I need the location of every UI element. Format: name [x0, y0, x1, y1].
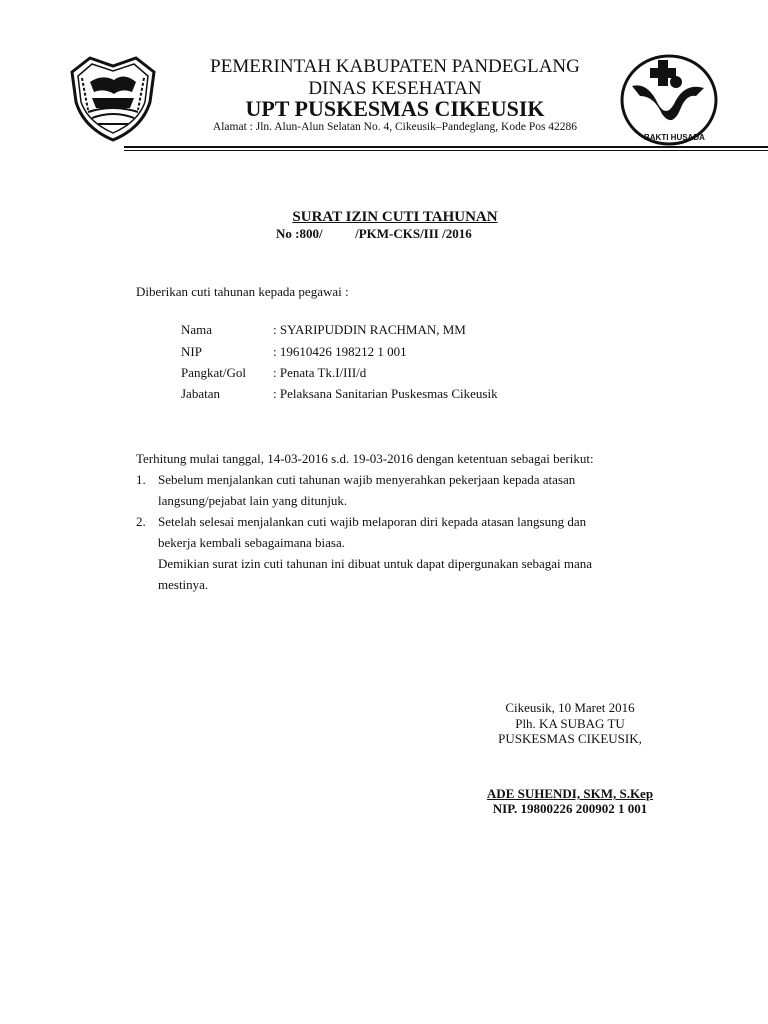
- field-label: Jabatan: [181, 386, 220, 401]
- field-value: : 19610426 198212 1 001: [273, 344, 407, 359]
- letter-intro: Diberikan cuti tahunan kepada pegawai :: [136, 284, 349, 299]
- leave-period: Terhitung mulai tanggal, 14-03-2016 s.d. 19-03-2016 dengan ketentuan sebagai berikut:: [136, 451, 594, 466]
- signatory-name: [400, 786, 740, 802]
- list-item-text: bekerja kembali sebagaimana biasa.: [158, 535, 345, 550]
- field-row-nama: [181, 322, 466, 338]
- header-institution: UPT PUSKESMAS CIKEUSIK: [245, 96, 545, 121]
- header-department: DINAS KESEHATAN: [308, 78, 482, 99]
- header-divider-thick: [124, 146, 768, 148]
- field-label: Pangkat/Gol: [181, 365, 246, 380]
- field-row-jabatan: [181, 386, 498, 402]
- signature-office: PUSKESMAS CIKEUSIK,: [498, 731, 642, 746]
- field-value: : SYARIPUDDIN RACHMAN, MM: [273, 322, 466, 337]
- letter-title: SURAT IZIN CUTI TAHUNAN: [292, 209, 498, 225]
- list-item-number: 1.: [136, 472, 146, 487]
- closing-text: Demikian surat izin cuti tahunan ini dibuat untuk dapat dipergunakan sebagai mana: [158, 556, 593, 571]
- header-government: PEMERINTAH KABUPATEN PANDEGLANG: [210, 56, 580, 77]
- field-row-nip: [181, 344, 407, 360]
- closing-text: mestinya.: [158, 577, 209, 592]
- list-item-number: 2.: [136, 514, 146, 529]
- pandeglang-emblem-icon: [62, 52, 164, 144]
- list-item-text: Sebelum menjalankan cuti tahunan wajib menyerahkan pekerjaan kepada atasan: [158, 472, 576, 487]
- header-address: Alamat : Jln. Alun-Alun Selatan No. 4, Cikeusik–Pandeglang, Kode Pos 42286: [212, 121, 578, 133]
- signature-place-date: Cikeusik, 10 Maret 2016: [505, 700, 635, 715]
- bakti-husada-text: BAKTI HUSADA: [644, 133, 705, 142]
- field-label: Nama: [181, 322, 213, 337]
- signature-position: Plh. KA SUBAG TU: [515, 716, 625, 731]
- field-value: : Pelaksana Sanitarian Puskesmas Cikeusik: [273, 386, 498, 401]
- list-item-text: langsung/pejabat lain yang ditunjuk.: [158, 493, 348, 508]
- field-value: : Penata Tk.I/III/d: [273, 365, 367, 380]
- field-label: NIP: [181, 344, 202, 359]
- letter-number: No :800/ /PKM-CKS/III /2016: [276, 226, 472, 241]
- signatory-name-text: ADE SUHENDI, SKM, S.Kep: [486, 786, 654, 801]
- signatory-nip: NIP. 19800226 200902 1 001: [492, 801, 648, 816]
- field-row-pangkat: [181, 365, 366, 381]
- header-divider-thin: [124, 150, 768, 151]
- list-item-text: Setelah selesai menjalankan cuti wajib melaporan diri kepada atasan langsung dan: [158, 514, 587, 529]
